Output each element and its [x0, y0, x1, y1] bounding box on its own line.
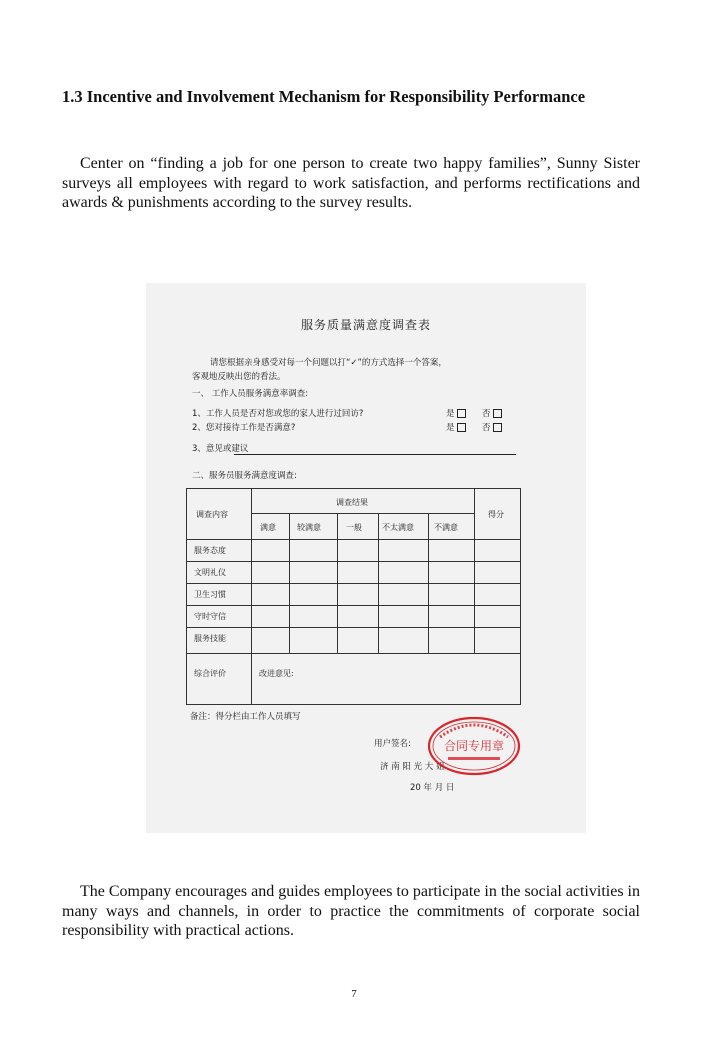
checkbox-icon: [457, 423, 466, 432]
instruction-line-1: 请您根据亲身感受对每一个问题以打“✓”的方式选择一个答案，: [210, 358, 447, 368]
level-1: 满意: [260, 523, 276, 532]
header-score: 得分: [488, 510, 504, 519]
question-2: 2、您对接待工作是否满意?: [192, 423, 296, 433]
section-2-label: 二、服务员服务满意度调查:: [192, 471, 297, 481]
red-seal-stamp: [426, 715, 522, 777]
row-label-1: 服务态度: [194, 546, 226, 555]
q1-no: 否: [482, 407, 502, 419]
intro-paragraph: Center on “finding a job for one person to create two happy families”, Sunny Sister surveys all employees with regard to work satisfaction, and performs rectifications and awards & punishments according to the survey results.: [62, 155, 640, 211]
question-1: 1、工作人员是否对您或您的家人进行过回访?: [192, 409, 364, 419]
signature-label: 用户签名:: [374, 739, 411, 749]
stamp-text: 合同专用章: [443, 739, 505, 753]
question-3: 3、意见或建议: [192, 444, 249, 454]
form-note: 备注：得分栏由工作人员填写: [190, 712, 301, 722]
header-results: 调查结果: [336, 498, 368, 507]
checkbox-icon: [493, 423, 502, 432]
section-heading: 1.3 Incentive and Involvement Mechanism for Responsibility Performance: [62, 87, 586, 106]
improve-label: 改进意见:: [259, 669, 294, 678]
q1-yes: 是: [446, 407, 466, 419]
city-line: 济 南 阳 光 大 姐: [380, 762, 445, 772]
header-content: 调查内容: [196, 510, 228, 519]
instruction-line-2: 客观地反映出您的看法。: [192, 372, 286, 382]
satisfaction-table: [186, 488, 521, 705]
page-number: 7: [351, 988, 357, 1000]
closing-paragraph: The Company encourages and guides employees to participate in the social activities in many ways and channels, in order to practice the commitments of corporate social responsibility with practical actions.: [62, 883, 640, 939]
row-label-5: 服务技能: [194, 634, 226, 643]
section-1-label: 一、 工作人员服务满意率调查:: [192, 389, 309, 399]
date-line: 20 年 月 日: [410, 783, 455, 793]
form-title: 服务质量满意度调查表: [300, 318, 431, 332]
q2-no: 否: [482, 421, 502, 433]
level-4: 不太满意: [382, 523, 414, 532]
level-2: 较满意: [297, 523, 321, 532]
suggestion-underline: [234, 454, 516, 455]
summary-label: 综合评价: [194, 669, 226, 678]
row-label-2: 文明礼仪: [194, 568, 226, 577]
q2-yes: 是: [446, 421, 466, 433]
row-label-4: 守时守信: [194, 612, 226, 621]
checkbox-icon: [493, 409, 502, 418]
checkbox-icon: [457, 409, 466, 418]
survey-form-image: [146, 283, 586, 833]
row-label-3: 卫生习惯: [194, 590, 226, 599]
level-5: 不满意: [434, 523, 458, 532]
level-3: 一般: [346, 523, 362, 532]
